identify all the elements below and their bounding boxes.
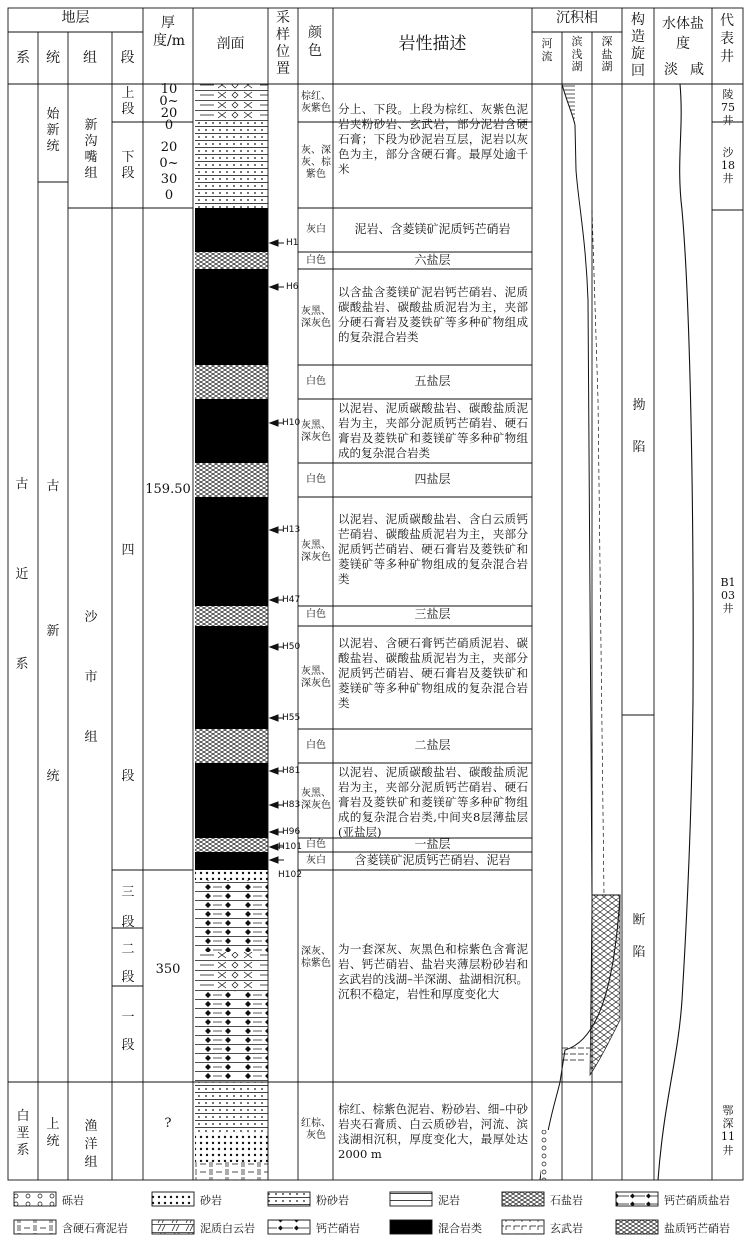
sample-label: H96 xyxy=(282,827,301,837)
layer-xg-lower xyxy=(195,122,268,208)
sample-label: H13 xyxy=(282,525,301,535)
color-hb1: 灰白 xyxy=(306,224,326,235)
member-lower: 下段 xyxy=(121,150,135,181)
header-thickness: 厚度/m xyxy=(153,15,185,49)
color-dark-6: 灰黑、深灰色 xyxy=(301,788,331,811)
formation-yuyang: 渔洋组 xyxy=(84,1119,98,1170)
thickness-xg-upper: 100~200 xyxy=(159,82,179,133)
header-lithology: 岩性描述 xyxy=(398,34,467,54)
well-ling: 陵75井 xyxy=(721,88,735,128)
series-eocene: 始新统 xyxy=(46,107,60,154)
desc-s2: 二盐层 xyxy=(414,738,451,752)
layer-mixed xyxy=(195,269,268,365)
layer-sh123-c xyxy=(195,952,268,992)
desc-s5: 五盐层 xyxy=(414,374,451,388)
member-fourth: 四段 xyxy=(121,543,135,784)
legend-label: 盐质钙芒硝岩 xyxy=(664,1222,730,1235)
header-facies-shore: 滨浅湖 xyxy=(571,35,583,74)
sample-label: H10 xyxy=(282,418,301,428)
layer-mixed xyxy=(195,852,268,870)
tectonic-depression: 拗陷 xyxy=(632,398,646,455)
layer-yy-b xyxy=(195,1132,268,1162)
member-second: 二段 xyxy=(121,942,135,985)
desc-s3: 三盐层 xyxy=(414,607,451,621)
desc-yuyang: 棕红、棕紫色泥岩、粉砂岩、细–中砂岩夹石膏质、白云质砂岩，河流、滨浅湖相沉积，厚度变化大，最厚处达2000 m xyxy=(338,1102,528,1161)
legend-label: 粉砂岩 xyxy=(316,1194,349,1207)
layer-salt-5 xyxy=(195,365,268,399)
sample-label: H81 xyxy=(282,766,301,776)
layer-yy-c xyxy=(195,1162,268,1180)
layer-salt-6 xyxy=(195,252,268,269)
sample-label: H55 xyxy=(282,713,301,723)
legend-label: 泥岩 xyxy=(438,1194,460,1207)
color-white-4: 白色 xyxy=(306,474,326,485)
desc-s1: 一盐层 xyxy=(414,837,451,851)
layer-salt-2 xyxy=(195,729,268,763)
legend-label: 砾岩 xyxy=(62,1194,84,1207)
formation-shashi: 沙市组 xyxy=(84,610,98,745)
sample-label: H83 xyxy=(282,800,301,810)
layer-salt-3 xyxy=(195,606,268,626)
system-tertiary: 古近系 xyxy=(15,477,29,672)
desc-d4: 以泥岩、泥质碳酸盐岩、含白云质钙芒硝岩、碳酸盐质泥岩为主，夹部分泥质钙芒硝岩、硬石膏岩及菱铁矿和菱镁矿等多种矿物组成的复杂混合岩类 xyxy=(338,512,528,586)
well-b103: B103井 xyxy=(720,576,736,616)
desc-d1: 泥岩、含菱镁矿泥质钙芒硝岩 xyxy=(354,222,511,236)
color-dark-5: 灰黑、深灰色 xyxy=(301,666,331,689)
layer-mixed xyxy=(195,208,268,252)
legend-label: 玄武岩 xyxy=(550,1222,583,1235)
desc-d2: 以含盐含菱镁矿泥岩钙芒硝岩、泥质碳酸盐岩、碳酸盐质泥岩为主，夹部分硬石膏岩及菱铁矿等多种矿物组成的复杂混合岩类 xyxy=(338,285,528,344)
well-sha: 沙18井 xyxy=(721,146,735,186)
layer-mixed xyxy=(195,626,268,729)
header-member: 段 xyxy=(120,50,135,66)
salinity-curve xyxy=(658,84,693,1180)
header-strata: 地层 xyxy=(61,10,90,26)
header-tectonic: 构造旋回 xyxy=(631,12,645,79)
header-series: 统 xyxy=(46,50,60,66)
desc-sh123: 为一套深灰、灰黑色和棕紫色含膏泥岩、钙芒硝岩、盐岩夹薄层粉砂岩和玄武岩的浅湖–半深湖、盐湖相沉积。沉积不稳定，岩性和厚度变化大 xyxy=(338,942,528,1001)
layer-sh123-b xyxy=(195,880,268,952)
sample-label: H50 xyxy=(282,642,301,652)
layer-sh123-d xyxy=(195,992,268,1082)
layer-mixed xyxy=(195,497,268,606)
legend-label: 砂岩 xyxy=(200,1194,222,1207)
legend-label: 钙芒硝质盐岩 xyxy=(664,1194,730,1207)
color-hb2: 灰白 xyxy=(306,855,326,866)
legend-label: 钙芒硝岩 xyxy=(316,1222,360,1235)
tectonic-faulted: 断陷 xyxy=(632,913,646,960)
sample-label: H1 xyxy=(286,238,299,248)
color-white-3: 白色 xyxy=(306,609,326,620)
color-dark-3: 灰黑、深灰色 xyxy=(301,420,331,443)
color-white-5: 白色 xyxy=(306,376,326,387)
desc-d5: 以泥岩、含硬石膏钙芒硝质泥岩、碳酸盐岩、碳酸盐质泥岩为主，夹部分泥质钙芒硝岩、硬石膏岩及菱铁矿和菱镁矿等多种矿物组成的复杂混合岩类 xyxy=(338,636,528,710)
layer-mixed xyxy=(195,399,268,463)
sample-label: H101 xyxy=(278,842,302,852)
layer-mixed xyxy=(195,763,268,838)
member-first: 一段 xyxy=(121,1010,135,1053)
layer-sh123-a xyxy=(195,870,268,880)
color-sh123: 深灰、棕紫色 xyxy=(301,946,331,969)
header-well: 代表井 xyxy=(720,13,734,65)
desc-s6: 六盐层 xyxy=(414,253,451,267)
color-yuyang: 红棕、灰色 xyxy=(301,1118,331,1141)
color-white-2: 白色 xyxy=(306,740,326,751)
header-salinity: 水体盐度 xyxy=(662,16,704,52)
series-upper: 上统 xyxy=(46,1117,60,1149)
color-dark-4: 灰黑、深灰色 xyxy=(301,540,331,563)
series-paleogene: 古新统 xyxy=(46,479,60,784)
layer-xg-upper xyxy=(195,84,268,122)
well-e: 鄂深11井 xyxy=(721,1104,735,1157)
header-section: 剖面 xyxy=(216,36,245,52)
legend-label: 泥质白云岩 xyxy=(200,1222,255,1235)
color-xg-lower: 灰、深灰、棕紫色 xyxy=(301,145,331,180)
section-column xyxy=(195,84,268,1180)
header-salinity-low: 淡 xyxy=(664,62,678,78)
legend-label: 石盐岩 xyxy=(550,1194,583,1207)
layer-salt-4 xyxy=(195,463,268,497)
formation-xingouzui: 新沟嘴组 xyxy=(84,118,98,181)
desc-d7: 含菱镁矿泥质钙芒硝岩、泥岩 xyxy=(354,853,511,867)
header-color: 颜色 xyxy=(308,25,322,59)
color-white-1: 白色 xyxy=(306,839,326,850)
color-xg-upper: 棕红、灰紫色 xyxy=(301,91,331,114)
header-sampling: 采样位置 xyxy=(276,10,290,77)
header-facies-deep: 深盐湖 xyxy=(601,35,613,74)
thickness-shashi-123: 350 xyxy=(155,962,181,977)
facies-curve xyxy=(540,84,620,1180)
sample-label: H102 xyxy=(278,870,302,880)
sample-label: H6 xyxy=(286,282,299,292)
legend-label: 混合岩类 xyxy=(438,1222,482,1235)
sample-label: H47 xyxy=(282,595,301,605)
member-upper: 上段 xyxy=(121,86,135,117)
header-facies-river: 河流 xyxy=(541,37,553,63)
desc-d3: 以泥岩、泥质碳酸盐岩、碳酸盐质泥岩为主，夹部分泥质钙芒硝岩、硬石膏岩及菱铁矿和菱镁矿等多种矿物组成的复杂混合岩类 xyxy=(338,401,528,460)
layer-yy-a xyxy=(195,1082,268,1132)
header-system: 系 xyxy=(16,50,30,66)
thickness-yuyang: ? xyxy=(164,1116,172,1131)
header-salinity-high: 咸 xyxy=(690,62,704,78)
color-white-6: 白色 xyxy=(306,255,326,266)
layer-salt-1 xyxy=(195,838,268,852)
system-cretaceous: 白垩系 xyxy=(16,1109,30,1158)
header-facies: 沉积相 xyxy=(556,10,598,26)
header-formation: 组 xyxy=(83,50,97,66)
legend-label: 含硬石膏泥岩 xyxy=(62,1222,128,1235)
desc-s4: 四盐层 xyxy=(414,472,451,486)
thickness-shashi-4: 159.50 xyxy=(145,482,191,497)
desc-d6: 以泥岩、泥质碳酸盐岩、碳酸盐质泥岩为主，夹部分泥质钙芒硝岩、硬石膏岩及菱铁矿和菱镁矿等多种矿物组成的复杂混合岩类,中间夹8层薄盐层(亚盐层) xyxy=(338,765,528,839)
member-third: 三段 xyxy=(121,885,135,930)
color-dark-2: 灰黑、深灰色 xyxy=(301,306,331,329)
thickness-xg-lower: 200~300 xyxy=(159,140,179,203)
desc-xg: 分上、下段。上段为棕红、灰紫色泥岩夹粉砂岩、玄武岩，部分泥岩含硬石膏；下段为砂泥岩互层，泥岩以灰色为主，部分含硬石膏。最厚处逾千米 xyxy=(338,102,528,176)
